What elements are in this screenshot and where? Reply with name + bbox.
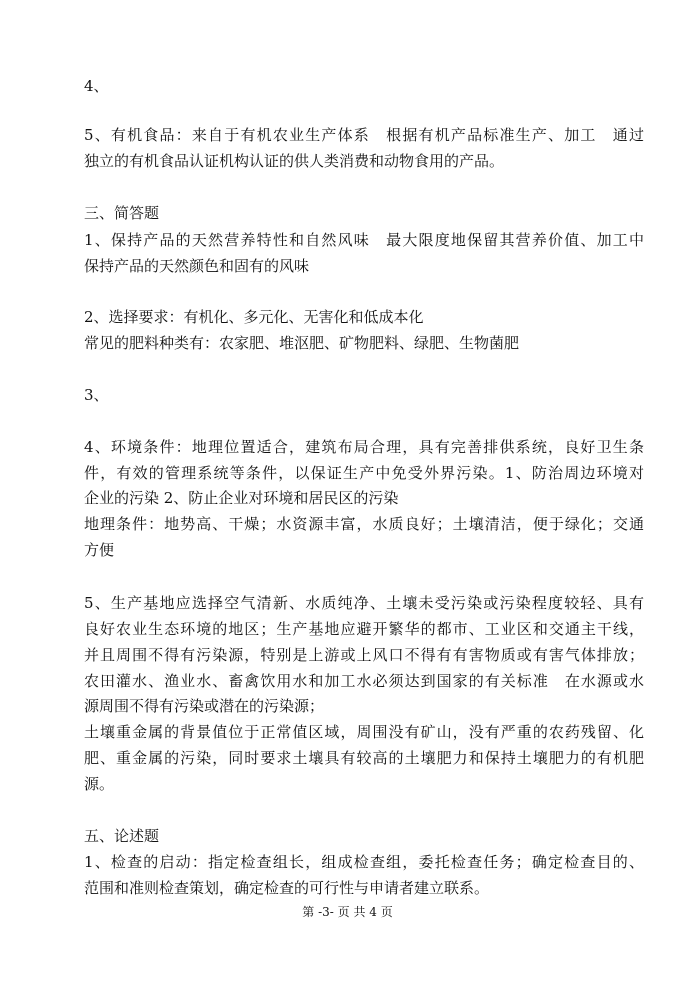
text-line: 件，有效的管理系统等条件，以保证生产中免受外界污染。1、防治周边环境对	[84, 464, 644, 482]
text-line: 并且周围不得有污染源，特别是上游或上风口不得有有害物质或有害气体排放；	[84, 646, 644, 664]
text-line: 源周围不得有污染或潜在的污染源；	[84, 697, 325, 715]
text-line: 2、选择要求：有机化、多元化、无害化和低成本化	[84, 308, 424, 326]
text-line: 1、检查的启动：指定检查组长，组成检查组，委托检查任务；确定检查目的、	[84, 853, 644, 871]
section-heading: 五、论述题	[84, 827, 160, 845]
text-line: 土壤重金属的背景值位于正常值区域，周围没有矿山，没有严重的农药残留、化	[84, 723, 644, 741]
section-heading: 三、简答题	[84, 204, 160, 222]
text-line: 农田灌水、渔业水、畜禽饮用水和加工水必须达到国家的有关标准 在水源或水	[84, 672, 644, 690]
text-line: 地理条件：地势高、干燥；水资源丰富，水质良好；土壤清洁，便于绿化；交通	[84, 515, 644, 533]
text-line: 企业的污染 2、防止企业对环境和居民区的污染	[84, 489, 399, 507]
text-line: 肥、重金属的污染，同时要求土壤具有较高的土壤肥力和保持土壤肥力的有机肥	[84, 749, 644, 767]
text-line: 保持产品的天然颜色和固有的风味	[84, 257, 310, 275]
page-footer: 第 -3- 页 共 4 页	[302, 905, 393, 919]
text-line: 方便	[84, 541, 115, 559]
text-line: 常见的肥料种类有：农家肥、堆沤肥、矿物肥料、绿肥、生物菌肥	[84, 334, 520, 352]
text-line: 良好农业生态环境的地区；生产基地应避开繁华的都市、工业区和交通主干线，	[84, 620, 644, 638]
text-line: 4、环境条件：地理位置适合，建筑布局合理，具有完善排供系统，良好卫生条	[84, 438, 644, 456]
text-line: 5、生产基地应选择空气清新、水质纯净、土壤未受污染或污染程度较轻、具有	[84, 594, 644, 612]
text-line: 4、	[84, 77, 109, 95]
text-line: 1、保持产品的天然营养特性和自然风味 最大限度地保留其营养价值、加工中	[84, 231, 644, 249]
text-line: 5、有机食品：来自于有机农业生产体系 根据有机产品标准生产、加工 通过	[84, 126, 644, 144]
text-line: 3、	[84, 386, 109, 404]
text-line: 独立的有机食品认证机构认证的供人类消费和动物食用的产品。	[84, 152, 505, 170]
text-line: 范围和准则检查策划，确定检查的可行性与申请者建立联系。	[84, 879, 490, 897]
text-line: 源。	[84, 775, 115, 793]
